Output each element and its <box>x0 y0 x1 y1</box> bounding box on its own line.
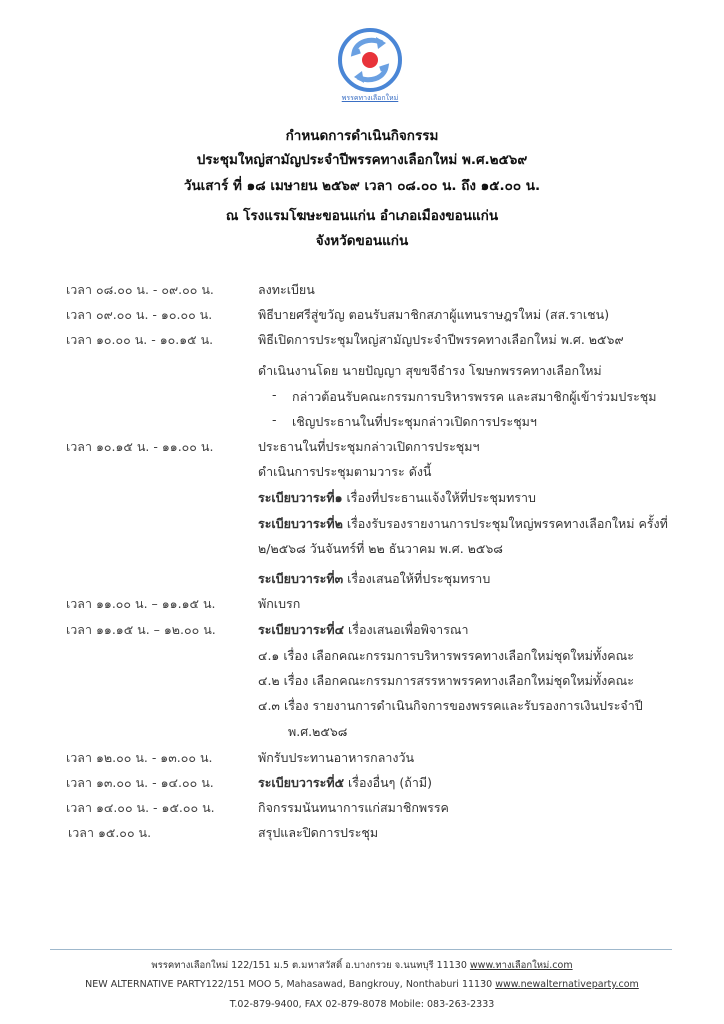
agenda-label: ระเบียบวาระที่๔ <box>258 622 345 637</box>
footer-divider <box>50 949 672 950</box>
schedule-desc: ลงทะเบียน <box>258 282 315 297</box>
agenda-label: ระเบียบวาระที่๕ <box>258 775 345 790</box>
footer-address-en-text: NEW ALTERNATIVE PARTY122/151 MOO 5, Mahasawad, Bangkrouy, Nonthaburi 11130 <box>85 979 496 990</box>
schedule-desc: ดำเนินการประชุมตามวาระ ดังนี้ <box>258 464 432 479</box>
schedule-time: เวลา ๑๐.๑๕ น. - ๑๑.๐๐ น. <box>66 439 214 454</box>
footer-link-en[interactable]: www.newalternativeparty.com <box>495 979 639 990</box>
footer-address-th <box>0 958 724 973</box>
schedule-desc: ประธานในที่ประชุมกล่าวเปิดการประชุมฯ <box>258 439 480 454</box>
title-line-4: ณ โรงแรมโฆษะขอนแก่น อำเภอเมืองขอนแก่น <box>225 208 499 224</box>
schedule-desc: ๒/๒๕๖๘ วันจันทร์ที่ ๒๒ ธันวาคม พ.ศ. ๒๕๖๘ <box>258 541 503 556</box>
schedule-desc: กิจกรรมนันทนาการแก่สมาชิกพรรค <box>258 800 449 815</box>
sub-item-4-1: ๔.๑ เรื่อง เลือกคณะกรรมการบริหารพรรคทางเลือกใหม่ชุดใหม่ทั้งคณะ <box>258 648 634 663</box>
title-line-1: กำหนดการดำเนินกิจกรรม <box>285 128 439 144</box>
sub-item-4-3: ๔.๓ เรื่อง รายงานการดำเนินกิจการของพรรคและรับรองการเงินประจำปี <box>258 698 643 713</box>
agenda-item-5 <box>258 773 432 793</box>
schedule-desc: กล่าวต้อนรับคณะกรรมการบริหารพรรค และสมาชิกผู้เข้าร่วมประชุม <box>292 389 657 404</box>
agenda-label: ระเบียบวาระที่๒ <box>258 516 343 531</box>
footer-address-en <box>0 979 724 990</box>
schedule-time: เวลา ๑๓.๐๐ น. - ๑๔.๐๐ น. <box>66 775 214 790</box>
agenda-text: เรื่องที่ประธานแจ้งให้ที่ประชุมทราบ <box>342 490 536 505</box>
title-line-2: ประชุมใหญ่สามัญประจำปีพรรคทางเลือกใหม่ พ.ศ.๒๕๖๙ <box>196 152 528 168</box>
footer-contact: T.02-879-9400, FAX 02-879-8078 Mobile: 083-263-2333 <box>229 999 495 1010</box>
agenda-text: เรื่องอื่นๆ (ถ้ามี) <box>344 775 432 790</box>
agenda-item-3 <box>258 569 490 589</box>
schedule-desc: พักรับประทานอาหารกลางวัน <box>258 750 415 765</box>
agenda-text: เรื่องเสนอเพื่อพิจารณา <box>344 622 469 637</box>
schedule-time: เวลา ๐๘.๐๐ น. - ๐๙.๐๐ น. <box>66 282 214 297</box>
schedule-time: เวลา ๑๐.๐๐ น. - ๑๐.๑๕ น. <box>66 332 214 347</box>
schedule-time: เวลา ๑๑.๑๕ น. – ๑๒.๐๐ น. <box>66 622 216 637</box>
schedule-time: เวลา ๑๕.๐๐ น. <box>68 825 152 840</box>
party-logo-icon <box>336 27 404 93</box>
agenda-text: เรื่องรับรองรายงานการประชุมใหญ่พรรคทางเลือกใหม่ ครั้งที่ <box>342 516 668 531</box>
footer-link-th[interactable]: www.ทางเลือกใหม่.com <box>469 960 573 971</box>
agenda-label: ระเบียบวาระที่๓ <box>258 571 344 586</box>
agenda-item-1 <box>258 488 536 508</box>
agenda-label: ระเบียบวาระที่๑ <box>258 490 343 505</box>
title-line-3: วันเสาร์ ที่ ๑๘ เมษายน ๒๕๖๙ เวลา ๐๘.๐๐ น. ถึง ๑๕.๐๐ น. <box>183 178 541 194</box>
agenda-text: เรื่องเสนอให้ที่ประชุมทราบ <box>343 571 491 586</box>
sub-item-4-3-cont: พ.ศ.๒๕๖๘ <box>288 724 348 739</box>
schedule-desc: ดำเนินงานโดย นายปัญญา สุขขจีธำรง โฆษกพรรคทางเลือกใหม่ <box>258 363 602 378</box>
logo-caption: พรรคทางเลือกใหม่ <box>341 94 399 102</box>
bullet-dash: - <box>272 387 277 402</box>
schedule-desc: เชิญประธานในที่ประชุมกล่าวเปิดการประชุมฯ <box>292 414 537 429</box>
schedule-time: เวลา ๑๑.๐๐ น. – ๑๑.๑๕ น. <box>66 596 216 611</box>
schedule-desc: พิธีเปิดการประชุมใหญ่สามัญประจำปีพรรคทางเลือกใหม่ พ.ศ. ๒๕๖๙ <box>258 332 624 347</box>
sub-item-4-2: ๔.๒ เรื่อง เลือกคณะกรรมการสรรหาพรรคทางเลือกใหม่ชุดใหม่ทั้งคณะ <box>258 673 634 688</box>
schedule-time: เวลา ๐๙.๐๐ น. - ๑๐.๐๐ น. <box>66 307 213 322</box>
schedule-desc: สรุปและปิดการประชุม <box>258 825 379 840</box>
footer-address-th-text: พรรคทางเลือกใหม่ 122/151 ม.5 ต.มหาสวัสดิ์ อ.บางกรวย จ.นนทบุรี 11130 <box>151 960 470 971</box>
schedule-time: เวลา ๑๔.๐๐ น. - ๑๕.๐๐ น. <box>66 800 215 815</box>
schedule-desc: พักเบรก <box>258 596 301 611</box>
agenda-item-2 <box>258 514 668 534</box>
title-line-5: จังหวัดขอนแก่น <box>315 233 409 249</box>
bullet-dash: - <box>272 412 277 427</box>
schedule-desc: พิธีบายศรีสู่ขวัญ ตอนรับสมาชิกสภาผู้แทนราษฎรใหม่ (สส.ราเชน) <box>258 307 610 322</box>
agenda-item-4 <box>258 620 469 640</box>
schedule-time: เวลา ๑๒.๐๐ น. - ๑๓.๐๐ น. <box>66 750 213 765</box>
